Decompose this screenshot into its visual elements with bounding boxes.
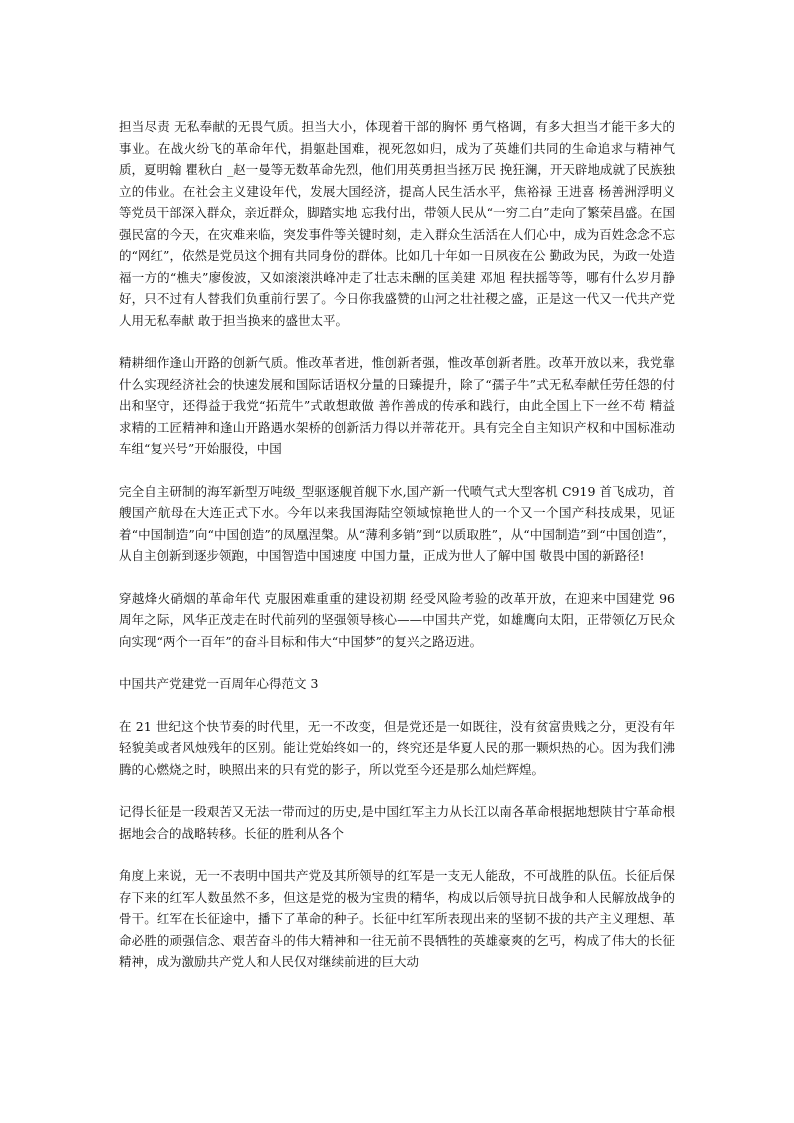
paragraph-dedication: 担当尽责 无私奉献的无畏气质。担当大小，体现着干部的胸怀 勇气格调，有多大担当才能干多大的事业。在战火纷飞的革命年代，捐躯赴国难，视死忽如归，成为了英雄们共同的生命追求与精神气质，夏明翰 瞿秋白 _赵一曼等无数革命先烈，他们用英勇担当拯万民 挽狂澜，开天辟地成就了民族独立的伟业。在社会主义建设年代，发展大国经济，提高人民生活水平，焦裕禄 王进喜 杨善洲浮明义等党员干部深入群众，亲近群众，脚踏实地 忘我付出，带领人民从“一穷二白”走向了繁荣昌盛。在国强民富的今天，在灾难来临，突发事件等关键时刻，走入群众生活活在人们心中，成为百姓念念不忘的“网红”，依然是党员这个拥有共同身份的群体。比如几十年如一日夙夜在公 勤政为民，为政一处造福一方的“樵夫”廖俊波，又如滚滚洪峰冲走了壮志未酬的匡美建 邓旭 程扶摇等等，哪有什么岁月静好，只不过有人替我们负重前行罢了。今日你我盛赞的山河之壮社稷之盛，正是这一代又一代共产党人用无私奉献 敢于担当换来的盛世太平。 [119, 119, 675, 328]
document-page [119, 116, 675, 973]
paragraph-innovation: 精耕细作逢山开路的创新气质。惟改革者进，惟创新者强，惟改革创新者胜。改革开放以来，我党靠什么实现经济社会的快速发展和国际话语权分量的日臻提升，除了“孺子牛”式无私奉献任劳任怨的付出和坚守，还得益于我党“拓荒牛”式敢想敢做 善作善成的传承和践行，由此全国上下一丝不苟 精益求精的工匠精神和逢山开路遇水架桥的创新活力得以并蒂花开。具有完全自主知识产权和中国标准动车组“复兴号”开始服役，中国 [119, 355, 675, 456]
section-heading: 中国共产党建党一百周年心得范文 3 [119, 676, 319, 691]
paragraph-achievements: 完全自主研制的海军新型万吨级_型驱逐舰首舰下水,国产新一代喷气式大型客机 C919 首飞成功，首艘国产航母在大连正式下水。今年以来我国海陆空领域惊艳世人的一个又一个国产科技成果，见证着“中国制造”向“中国创造”的凤凰涅槃。从“薄利多销”到“以质取胜”，从“中国制造”到“中国创造”，从自主创新到逐步领跑，中国智造中国速度 中国力量，正成为世人了解中国 敬畏中国的新路径! [119, 483, 675, 563]
paragraph-21st-century: 在 21 世纪这个快节奏的时代里，无一不改变，但是党还是一如既往，没有贫富贵贱之分，更没有年轻貌美或者风烛残年的区别。能让党始终如一的，终究还是华夏人民的那一颗炽热的心。因为我们沸腾的心燃烧之时，映照出来的只有党的影子，所以党至今还是那么灿烂辉煌。 [119, 718, 675, 777]
paragraph-leadership: 穿越烽火硝烟的革命年代 克服困难重重的建设初期 经受风险考验的改革开放，在迎来中国建党 96 周年之际，风华正茂走在时代前列的坚强领导核心——中国共产党，如雄鹰向太阳，正带领亿万民众向实现“两个一百年”的奋斗目标和伟大“中国梦”的复兴之路迈进。 [119, 590, 675, 649]
paragraph-long-march-meaning: 角度上来说，无一不表明中国共产党及其所领导的红军是一支无人能敌，不可战胜的队伍。长征后保存下来的红军人数虽然不多，但这是党的极为宝贵的精华，构成以后领导抗日战争和人民解放战争的骨干。红军在长征途中，播下了革命的种子。长征中红军所表现出来的坚韧不拔的共产主义理想、革命必胜的顽强信念、艰苦奋斗的伟大精神和一往无前不畏牺牲的英雄豪爽的乞丐，构成了伟大的长征精神，成为激励共产党人和人民仅对继续前进的巨大动 [119, 868, 675, 969]
paragraph-long-march-intro: 记得长征是一段艰苦又无法一带而过的历史,是中国红军主力从长江以南各革命根据地想陕甘宁革命根据地会合的战略转移。长征的胜利从各个 [119, 804, 675, 841]
